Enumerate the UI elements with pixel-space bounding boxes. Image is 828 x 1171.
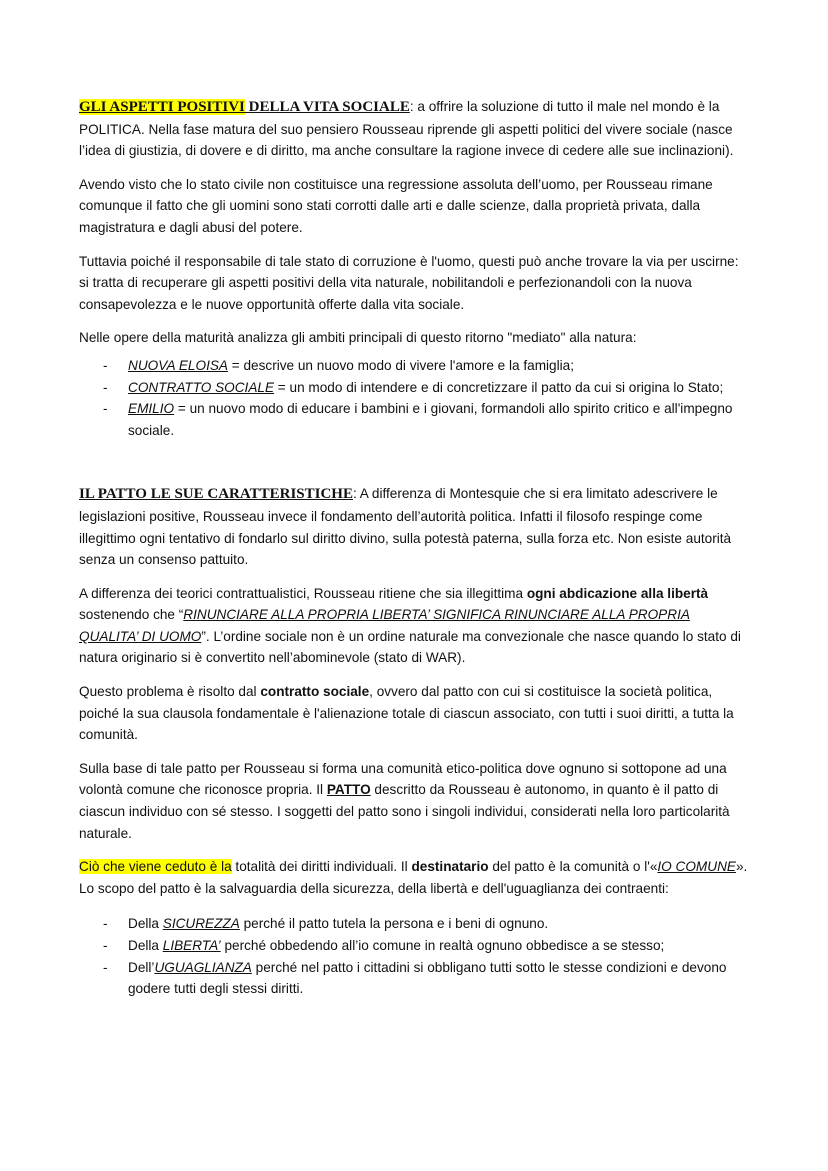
text-run: A differenza dei teorici contrattualistici, Rousseau ritiene che sia illegittima: [79, 585, 527, 601]
list-text: perché nel patto i cittadini si obbligano tutti sotto le stesse condizioni e devono godere tutti degli stessi diritti.: [128, 959, 727, 997]
list-dash: -: [103, 357, 108, 373]
list-item: [79, 935, 751, 957]
list-prefix: Della: [128, 916, 163, 932]
text-run: sostenendo che “: [79, 607, 184, 623]
text-run: del patto è la comunità o l'«: [488, 859, 658, 875]
list-term: LIBERTA’: [162, 938, 221, 953]
works-list: [79, 355, 751, 441]
section1-title-highlighted: GLI ASPETTI POSITIVI: [79, 99, 245, 115]
text-run: descritto da Rousseau è autonomo, in quanto è il patto di ciascun individuo con sé stesso. I soggetti del patto sono i singoli individui, considerati nella loro particolarità naturale.: [79, 782, 730, 841]
section2-paragraph-2: [79, 583, 751, 669]
section1-intro-paragraph: [79, 96, 751, 162]
text-run: ». Lo scopo del patto è la salvaguardia della sicurezza, della libertà e dell'uguaglianza dei contraenti:: [79, 859, 748, 896]
list-text: = un nuovo modo di educare i bambini e i giovani, formandoli allo spirito critico e all'impegno sociale.: [128, 401, 733, 438]
list-term: SICUREZZA: [162, 916, 240, 932]
section1-paragraph-2: Avendo visto che lo stato civile non costituisce una regressione assoluta dell’uomo, per Rousseau rimane comunque il fatto che gli uomini sono stati corrotti dalle arti e dalle scienze, dalla proprietà privata, dalla magistratura e dagli abusi del potere.: [79, 176, 713, 235]
bold-term: contratto sociale: [260, 684, 370, 700]
list-text: = un modo di intendere e di concretizzare il patto da cui si origina lo Stato;: [274, 379, 724, 395]
section1-title: DELLA VITA SOCIALE: [244, 99, 410, 115]
list-dash: -: [103, 938, 108, 953]
list-item: [79, 957, 751, 1000]
bold-term: PATTO: [326, 782, 371, 798]
document-body: [79, 96, 751, 1000]
section1-paragraph-3: Tuttavia poiché il responsabile di tale stato di corruzione è l'uomo, questi può anche trovare la via per uscirne: si tratta di recuperare gli aspetti positivi della vita naturale, nobilitandoli e perfezionandoli con la nuova consapevolezza e le nuove opportunità offerte dalla vita sociale.: [79, 253, 739, 312]
section2-intro-text: : A differenza di Montesquie che si era limitato adescrivere le legislazioni positive, Rousseau invece il fondamento dell’autorità politica. Infatti il filosofo respinge come illegittimo ogni tentativo di fondarlo sul diritto divino, sulla potestà paterna, sulla forza etc. Non esiste autorità senza un consenso pattuito.: [79, 486, 732, 568]
text-run: totalità dei diritti individuali. Il: [231, 859, 412, 875]
text-run: Questo problema è risolto dal: [79, 684, 261, 700]
list-item: [79, 398, 751, 441]
list-term: EMILIO: [128, 401, 175, 417]
list-text: perché il patto tutela la persona e i beni di ognuno.: [239, 916, 549, 932]
list-item: [79, 377, 751, 399]
io-comune-term: IO COMUNE: [657, 859, 736, 875]
list-dash: -: [103, 916, 108, 932]
section2-paragraph-3: [79, 681, 751, 746]
list-text: perché obbedendo all’io comune in realtà ognuno obbedisce a se stesso;: [220, 938, 665, 953]
text-run: , ovvero dal patto con cui si costituisce la società politica, poiché la sua clausola fondamentale è l'alienazione totale di ciascun associato, con tutti i suoi diritti, a tutta la comunità.: [79, 684, 734, 743]
list-prefix: Dell’: [128, 959, 155, 975]
text-run: ”. L’ordine sociale non è un ordine naturale ma convezionale che nasce quando lo stato di natura originario si è convertito nell’abominevole (stato di WAR).: [79, 628, 741, 666]
section2-paragraph-4: [79, 758, 751, 844]
purposes-list: [79, 913, 751, 999]
list-term: UGUAGLIANZA: [154, 959, 252, 975]
text-run: Sulla base di tale patto per Rousseau si forma una comunità etico-politica dove ognuno si sottopone ad una volontà comune che riconosce propria. Il: [79, 760, 727, 798]
section2-paragraph-5: [79, 856, 751, 899]
section2-title: IL PATTO LE SUE CARATTERISTICHE: [79, 486, 353, 503]
bold-term: ogni abdicazione alla libertà: [526, 585, 709, 601]
list-dash: -: [103, 401, 108, 417]
list-item: [79, 913, 751, 935]
section1-intro-text: : a offrire la soluzione di tutto il male nel mondo è la POLITICA. Nella fase matura del suo pensiero Rousseau riprende gli aspetti politici del vivere sociale (nasce l’idea di giustizia, di dovere e di diritto, ma anche consultare la ragione invece di cedere alle sue inclinazioni).: [79, 99, 734, 159]
highlighted-text: Ciò che viene ceduto è la: [79, 859, 232, 875]
list-item: [79, 355, 751, 377]
list-dash: -: [103, 959, 108, 975]
bold-term: destinatario: [411, 859, 489, 875]
list-term: CONTRATTO SOCIALE: [128, 379, 275, 395]
list-dash: -: [103, 379, 108, 395]
quote-text: RINUNCIARE ALLA PROPRIA LIBERTA’ SIGNIFICA RINUNCIARE ALLA PROPRIA QUALITA’ DI UOMO: [79, 607, 690, 644]
list-text: = descrive un nuovo modo di vivere l'amore e la famiglia;: [227, 357, 574, 373]
section2-intro-paragraph: [79, 483, 751, 570]
section-spacer: [79, 441, 751, 483]
list-prefix: Della: [128, 938, 163, 953]
list-term: NUOVA ELOISA: [128, 357, 228, 373]
section1-paragraph-4: Nelle opere della maturità analizza gli ambiti principali di questo ritorno "mediato" alla natura:: [79, 330, 637, 346]
